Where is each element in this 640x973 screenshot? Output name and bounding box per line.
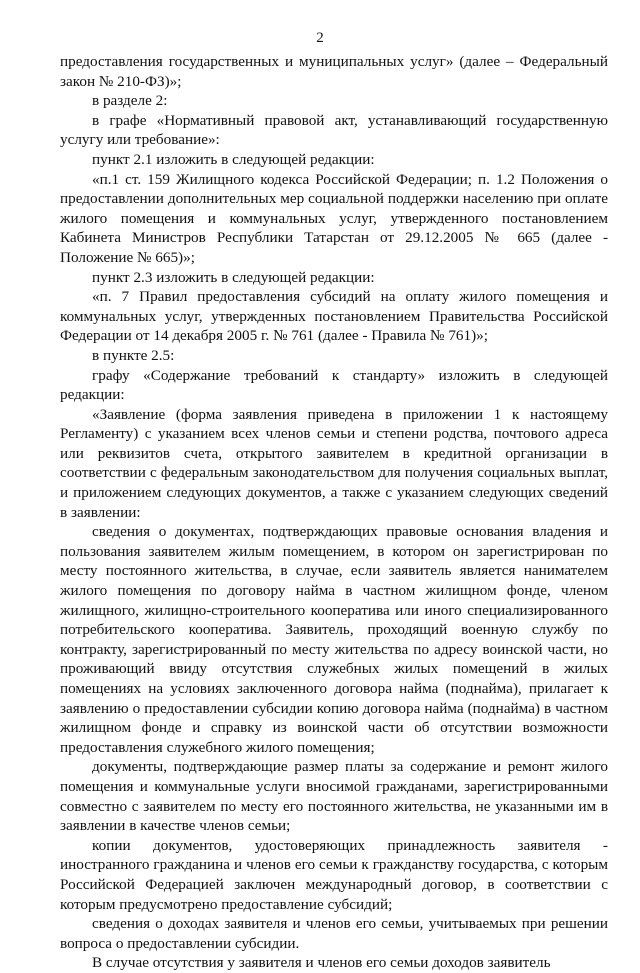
paragraph: пункт 2.3 изложить в следующей редакции: [92, 268, 375, 286]
page-number: 2 [316, 30, 324, 46]
paragraph: сведения о документах, подтверждающих правовые основания владения и пользования заявителем жилым помещением, в котором он зарегистрирован по месту постоянного жительства, в случае, если заявитель является нанимателем жилого помещения по договору найма в частном жилищном фонде, членом жилищного, жилищно-строительного кооператива или иного специализированного потребительского кооператива. Заявитель, проходящий военную службу по контракту, зарегистрированный по месту жительства по адресу воинской части, но проживающий ввиду отсутствия служебных жилых помещений в жилых помещениях на условиях заключенного договора найма (поднайма), прилагает к заявлению о предоставлении субсидии копию договора найма (поднайма) в частном жилищном фонде и справку из воинской части об отсутствии возможности предоставления служебного жилого помещения; [60, 523, 608, 756]
paragraph: предоставления государственных и муниципальных услуг» (далее – Федеральный закон № 210-ФЗ)»; [60, 53, 608, 90]
paragraph: «п. 7 Правил предоставления субсидий на оплату жилого помещения и коммунальных услуг, утвержденных постановлением Правительства Российской Федерации от 14 декабря 2005 г. № 761 (далее - Правила № 761)»; [60, 288, 608, 345]
paragraph: пункт 2.1 изложить в следующей редакции: [92, 150, 375, 168]
paragraph: «Заявление (форма заявления приведена в приложении 1 к настоящему Регламенту) с указанием всех членов семьи и степени родства, почтового адреса или реквизитов счета, открытого заявителем в кредитной организации в соответствии с федеральным законодательством для получения социальных выплат, и приложением следующих документов, а также с указанием следующих сведений в заявлении: [60, 405, 608, 521]
paragraph: в пункте 2.5: [92, 346, 175, 364]
paragraph: «п.1 ст. 159 Жилищного кодекса Российской Федерации; п. 1.2 Положения о предоставлении дополнительных мер социальной поддержки населению при оплате жилого помещения и коммунальных услуг, утвержденного постановлением Кабинета Министров Республики Татарстан от 29.12.2005 № 665 (далее - Положение № 665)»; [60, 170, 608, 266]
paragraph: в графе «Нормативный правовой акт, устанавливающий государственную услугу или требование»: [60, 111, 608, 149]
paragraph: графу «Содержание требований к стандарту» изложить в следующей редакции: [60, 366, 608, 404]
document-body [60, 52, 608, 973]
paragraph: копии документов, удостоверяющих принадлежность заявителя - иностранного гражданина и членов его семьи к гражданству государства, с которым Российской Федерацией заключен международный договор, в соответствии с которым предусмотрено предоставление субсидий; [60, 836, 608, 913]
paragraph: сведения о доходах заявителя и членов его семьи, учитываемых при решении вопроса о предоставлении субсидии. [60, 915, 608, 952]
paragraph: В случае отсутствия у заявителя и членов его семьи доходов заявитель [92, 954, 551, 972]
paragraph: в разделе 2: [92, 92, 168, 110]
paragraph: документы, подтверждающие размер платы за содержание и ремонт жилого помещения и коммунальные услуги вносимой гражданами, зарегистрированными совместно с заявителем по месту его постоянного жительства, не указанными им в заявлении в качестве членов семьи; [60, 758, 608, 835]
